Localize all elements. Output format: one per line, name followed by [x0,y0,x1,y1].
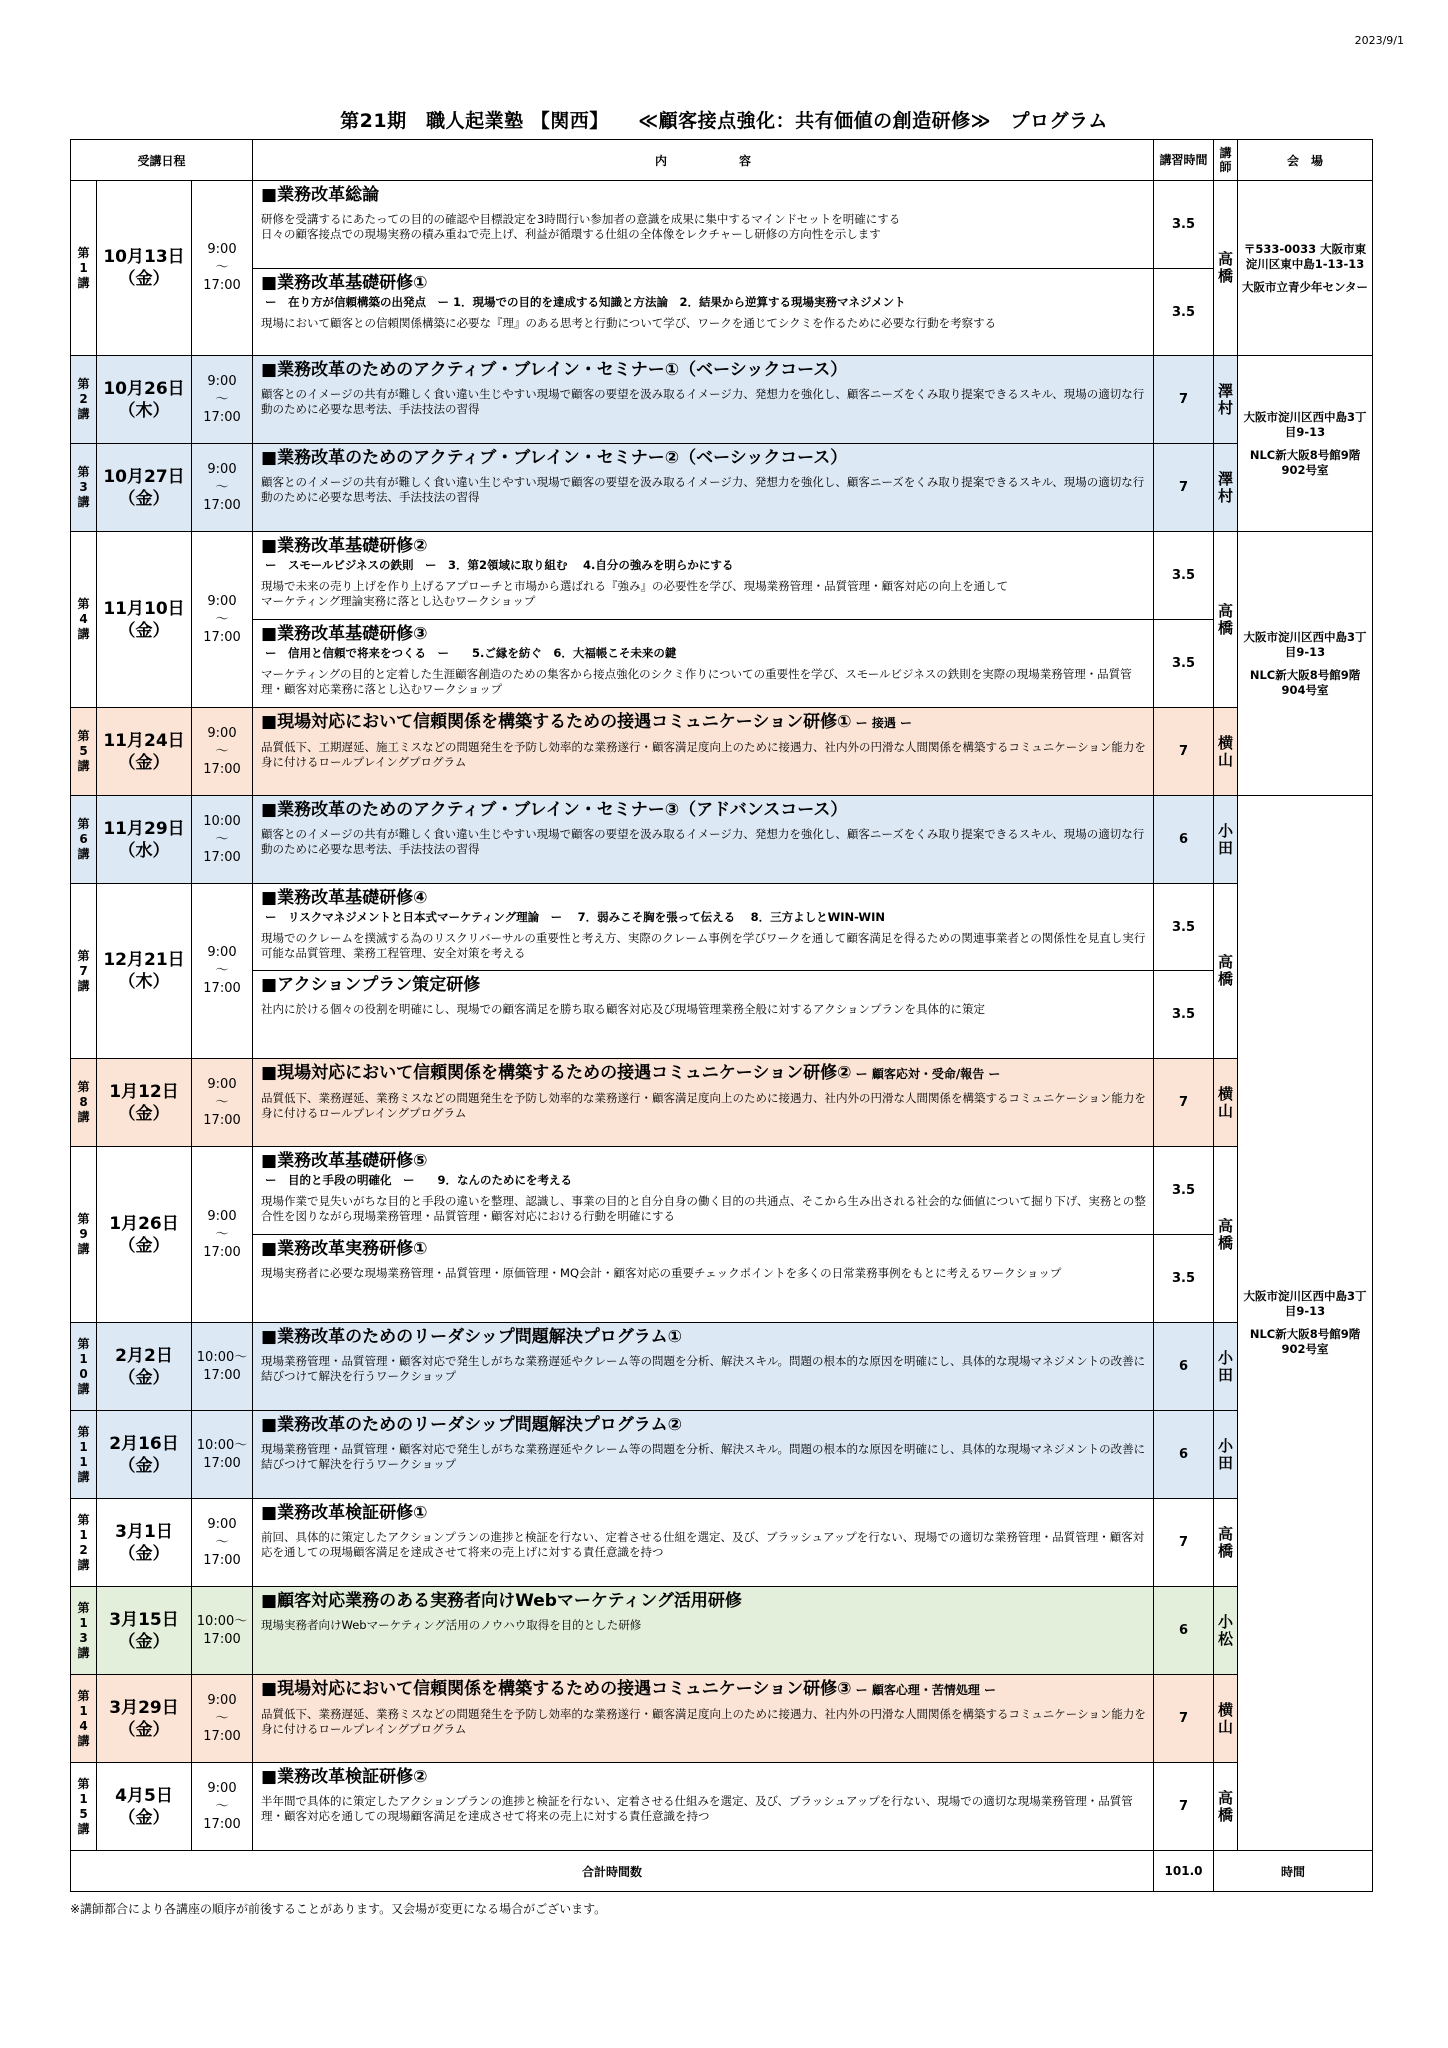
lecture-number: 第 1 5 講 [71,1763,97,1851]
lecture-content [253,181,1154,269]
instructor: 小 田 [1214,1411,1238,1499]
total-unit: 時間 [1214,1851,1373,1892]
lecture-content [253,1147,1154,1235]
course-title [261,1327,1147,1348]
lecture-content [253,532,1154,620]
lecture-date [97,1323,192,1411]
course-title [261,624,1147,645]
lecture-row [71,1411,1373,1499]
lecture-number: 第 1 2 講 [71,1499,97,1587]
lecture-time: 9:00 ～ 17:00 [192,1147,253,1323]
date-text: 11月29日 [103,818,185,839]
lecture-row [71,1235,1373,1323]
course-topics: ー 目的と手段の明確化 ー 9．なんのためにを考える [265,1173,573,1187]
course-title-text: ■業務改革実務研修① [261,1239,428,1259]
weekday-text: （金） [118,1367,170,1388]
course-title-text: ■業務改革のためのリーダシップ問題解決プログラム② [261,1415,682,1435]
course-title [261,975,1147,996]
course-description: 現場で未来の売り上げを作り上げるアプローチと市場から選ばれる『強み』の必要性を学び、現場業務管理・品質管理・顧客対応の向上を通して マーケティング理論実務に落とし込むワークショップ [261,579,1009,608]
lecture-row [71,1147,1373,1235]
lecture-number: 第 4 講 [71,532,97,708]
lecture-date [97,1147,192,1323]
course-hours: 3.5 [1154,1147,1214,1235]
course-hours: 7 [1154,1059,1214,1147]
lecture-time: 9:00 ～ 17:00 [192,1059,253,1147]
course-description: 現場実務者向けWebマーケティング活用のノウハウ取得を目的とした研修 [261,1618,642,1632]
lecture-row [71,1499,1373,1587]
course-title-text: ■業務改革基礎研修② [261,536,428,556]
weekday-text: （水） [118,840,170,861]
course-title-text: ■現場対応において信頼関係を構築するための接遇コミュニケーション研修① [261,712,852,732]
program-table [70,139,1373,1892]
instructor: 横 山 [1214,1675,1238,1763]
course-topics: ー リスクマネジメントと日本式マーケティング理論 ー 7．弱みこそ胸を張って伝える 8．三方よしとWIN-WIN [265,910,886,924]
course-description: 現場において顧客との信頼関係構築に必要な『理』のある思考と行動について学び、ワークを通じてシクミを作るために必要な行動を考察する [261,316,997,330]
course-title [261,536,1147,557]
venue-line: 大阪市立青少年センター [1242,279,1369,294]
weekday-text: （金） [118,1807,170,1828]
course-title [261,712,1147,734]
lecture-time: 10:00～ 17:00 [192,1587,253,1675]
date-text: 11月10日 [103,598,185,619]
date-text: 2月2日 [115,1345,173,1366]
course-title [261,800,1147,821]
course-title [261,1415,1147,1436]
lecture-row [71,620,1373,708]
date-text: 10月27日 [103,466,185,487]
lecture-time: 9:00 ～ 17:00 [192,1675,253,1763]
lecture-content [253,1323,1154,1411]
lecture-number: 第 7 講 [71,884,97,1059]
weekday-text: （金） [118,1631,170,1652]
course-title-text: ■業務改革のためのアクティブ・ブレイン・セミナー①（ベーシックコース） [261,360,848,380]
course-hours: 6 [1154,1411,1214,1499]
course-description: 現場実務者に必要な現場業務管理・品質管理・原価管理・MQ会計・顧客対応の重要チェックポイントを多くの日常業務事例をもとに考えるワークショップ [261,1266,1062,1280]
date-text: 2月16日 [109,1433,179,1454]
lecture-content [253,884,1154,971]
course-description: 社内に於ける個々の役割を明確にし、現場での顧客満足を勝ち取る顧客対応及び現場管理業務全般に対するアクションプランを具体的に策定 [261,1002,985,1016]
lecture-time: 9:00 ～ 17:00 [192,1499,253,1587]
lecture-row [71,1323,1373,1411]
lecture-number: 第 1 3 講 [71,1587,97,1675]
course-title-text: ■業務改革基礎研修① [261,273,428,293]
instructor: 横 山 [1214,1059,1238,1147]
venue [1238,181,1373,356]
date-text: 10月13日 [103,247,185,267]
lecture-row [71,181,1373,269]
venue [1238,796,1373,1851]
date-text: 3月15日 [109,1609,179,1630]
lecture-row [71,796,1373,884]
lecture-row [71,1675,1373,1763]
lecture-content [253,1059,1154,1147]
course-description: 現場業務管理・品質管理・顧客対応で発生しがちな業務遅延やクレーム等の問題を分析、解決スキル。問題の根本的な原因を明確にし、具体的な現場マネジメントの改善に結びつけて解決を行うワークショップ [261,1354,1146,1383]
course-description: 現場でのクレームを撲滅する為のリスクリバーサルの重要性と考え方、実際のクレーム事例を学びワークを通して顧客満足を得るための関連事業者との関係性を見直し実行可能な品質管理、業務工程管理、安全対策を考える [261,931,1146,960]
lecture-time: 9:00 ～ 17:00 [192,708,253,796]
lecture-row [71,1763,1373,1851]
header-instructor: 講師 [1214,140,1238,181]
lecture-date [97,532,192,708]
weekday-text: （金） [118,752,170,773]
lecture-row [71,708,1373,796]
lecture-number: 第 8 講 [71,1059,97,1147]
lecture-content [253,356,1154,444]
course-title-text: ■業務改革基礎研修③ [261,624,428,644]
lecture-content [253,708,1154,796]
lecture-row [71,444,1373,532]
lecture-time: 10:00 ～ 17:00 [192,796,253,884]
lecture-number: 第 1 0 講 [71,1323,97,1411]
course-hours: 3.5 [1154,1235,1214,1323]
course-title [261,273,1147,294]
instructor: 澤 村 [1214,444,1238,532]
weekday-text: （金） [118,269,170,289]
course-title [261,1239,1147,1260]
course-hours: 3.5 [1154,269,1214,356]
course-title [261,1679,1147,1701]
venue-line: 大阪市淀川区西中島3丁目9-13 [1243,1289,1367,1318]
lecture-time: 9:00 ～ 17:00 [192,884,253,1059]
venue [1238,356,1373,532]
weekday-text: （木） [118,400,170,421]
course-topics: ー 在り方が信頼構築の出発点 ー 1．現場での目的を達成する知識と方法論 2．結果から逆算する現場実務マネジメント [265,295,906,309]
course-title-text: ■業務改革のためのアクティブ・ブレイン・セミナー③（アドバンスコース） [261,800,848,820]
total-row [71,1851,1373,1892]
course-title-text: ■業務改革のためのアクティブ・ブレイン・セミナー②（ベーシックコース） [261,448,848,468]
course-description: 顧客とのイメージの共有が難しく食い違い生じやすい現場で顧客の要望を汲み取るイメージ力、発想力を強化し、顧客ニーズをくみ取り提案できるスキル、現場の適切な行動のために必要な思考法、手法技法の習得 [261,827,1145,856]
instructor: 横 山 [1214,708,1238,796]
date-text: 11月24日 [103,730,185,751]
course-title-text: ■業務改革検証研修① [261,1503,428,1523]
lecture-number: 第 9 講 [71,1147,97,1323]
weekday-text: （金） [118,1103,170,1124]
lecture-content [253,620,1154,708]
lecture-number: 第 6 講 [71,796,97,884]
lecture-date [97,1059,192,1147]
course-description: 品質低下、業務遅延、業務ミスなどの問題発生を予防し効率的な業務遂行・顧客満足度向上のために接遇力、社内外の円滑な人間関係を構築するコミュニケーション能力を身に付けるロールプレイングプログラム [261,1091,1146,1120]
lecture-date [97,796,192,884]
weekday-text: （金） [118,1543,170,1564]
header-venue: 会 場 [1238,140,1373,181]
lecture-number: 第 2 講 [71,356,97,444]
lecture-date [97,356,192,444]
course-tag: ー 顧客心理・苦情処理 ー [851,1683,997,1697]
lecture-date [97,1499,192,1587]
lecture-date [97,1675,192,1763]
date-text: 3月29日 [109,1697,179,1718]
course-description: マーケティングの目的と定着した生涯顧客創造のための集客から接点強化のシクミ作りについての重要性を学び、スモールビジネスの鉄則を実際の現場業務管理・品質管理・顧客対応業務に落とし込むワークショップ [261,667,1132,696]
footnote: ※講師都合により各講座の順序が前後することがあります。又会場が変更になる場合がございます。 [70,1902,607,1916]
lecture-content [253,971,1154,1059]
course-description: 顧客とのイメージの共有が難しく食い違い生じやすい現場で顧客の要望を汲み取るイメージ力、発想力を強化し、顧客ニーズをくみ取り提案できるスキル、現場の適切な行動のために必要な思考法、手法技法の習得 [261,475,1145,504]
lecture-date [97,1587,192,1675]
total-label: 合計時間数 [71,1851,1154,1892]
course-hours: 3.5 [1154,884,1214,971]
course-description: 品質低下、工期遅延、施工ミスなどの問題発生を予防し効率的な業務遂行・顧客満足度向上のために接遇力、社内外の円滑な人間関係を構築するコミュニケーション能力を身に付けるロールプレイングプログラム [261,740,1146,769]
total-hours: 101.0 [1154,1851,1214,1892]
page-title: 第21期 職人起業塾 【関西】 ≪顧客接点強化：共有価値の創造研修≫ プログラム [340,110,1108,132]
lecture-time: 10:00～ 17:00 [192,1411,253,1499]
document-date: 2023/9/1 [1354,34,1404,47]
course-title [261,1063,1147,1085]
course-title-text: ■業務改革のためのリーダシップ問題解決プログラム① [261,1327,682,1347]
course-title-text: ■現場対応において信頼関係を構築するための接遇コミュニケーション研修③ [261,1679,852,1699]
lecture-number: 第 1 4 講 [71,1675,97,1763]
instructor: 小 松 [1214,1587,1238,1675]
course-title [261,360,1147,381]
lecture-content [253,1763,1154,1851]
instructor: 澤 村 [1214,356,1238,444]
lecture-row [71,884,1373,971]
lecture-date [97,181,192,356]
course-title [261,185,1147,206]
lecture-date [97,444,192,532]
instructor: 高 橋 [1214,1147,1238,1323]
course-description: 品質低下、業務遅延、業務ミスなどの問題発生を予防し効率的な業務遂行・顧客満足度向上のために接遇力、社内外の円滑な人間関係を構築するコミュニケーション能力を身に付けるロールプレイングプログラム [261,1707,1146,1736]
lecture-row [71,971,1373,1059]
lecture-content [253,1675,1154,1763]
course-tag: ー 接遇 ー [851,716,913,730]
instructor: 高 橋 [1214,1499,1238,1587]
course-topics: ー スモールビジネスの鉄則 ー 3．第2領域に取り組む 4.自分の強みを明らかにする [265,558,734,572]
course-hours: 7 [1154,1499,1214,1587]
instructor: 小 田 [1214,796,1238,884]
course-title-text: ■業務改革総論 [261,185,380,205]
lecture-time: 9:00 ～ 17:00 [192,356,253,444]
lecture-number: 第 1 1 講 [71,1411,97,1499]
course-tag: ー 顧客応対・受命/報告 ー [851,1067,1001,1081]
instructor: 高 橋 [1214,884,1238,1059]
lecture-row [71,1587,1373,1675]
course-title [261,888,1147,909]
date-text: 4月5日 [115,1785,173,1806]
lecture-content [253,1411,1154,1499]
course-title-text: ■業務改革検証研修② [261,1767,428,1787]
course-description: 現場業務管理・品質管理・顧客対応で発生しがちな業務遅延やクレーム等の問題を分析、解決スキル。問題の根本的な原因を明確にし、具体的な現場マネジメントの改善に結びつけて解決を行うワークショップ [261,1442,1146,1471]
course-title-text: ■業務改革基礎研修④ [261,888,428,908]
course-hours: 7 [1154,1675,1214,1763]
course-title-text: ■アクションプラン策定研修 [261,975,481,995]
course-title-text: ■業務改革基礎研修⑤ [261,1151,428,1171]
course-topics: ー 信用と信頼で将来をつくる ー 5.ご縁を紡ぐ 6．大福帳こそ未来の鍵 [265,646,677,660]
lecture-content [253,796,1154,884]
course-hours: 6 [1154,796,1214,884]
course-hours: 7 [1154,1763,1214,1851]
date-text: 3月1日 [115,1521,173,1542]
lecture-date [97,1411,192,1499]
course-hours: 7 [1154,708,1214,796]
venue-line: 〒533-0033 大阪市東淀川区東中島1-13-13 [1243,241,1367,271]
weekday-text: （金） [118,1235,170,1256]
course-hours: 3.5 [1154,620,1214,708]
course-description: 前回、具体的に策定したアクションプランの進捗と検証を行ない、定着させる仕組を選定、及び、ブラッシュアップを行ない、現場での適切な業務管理・品質管理・顧客対応を通しての現場顧客満足を達成させて将来の売上げに対する責任意識を持つ [261,1530,1145,1559]
venue-line: NLC新大阪8号館9階 904号室 [1249,667,1361,697]
lecture-time: 10:00～ 17:00 [192,1323,253,1411]
lecture-time: 9:00 ～ 17:00 [192,1763,253,1851]
weekday-text: （金） [118,1455,170,1476]
header-hours: 講習時間 [1154,140,1214,181]
lecture-time: 9:00 ～ 17:00 [192,532,253,708]
course-title-text: ■顧客対応業務のある実務者向けWebマーケティング活用研修 [261,1591,742,1611]
instructor: 高 橋 [1214,181,1238,356]
course-hours: 6 [1154,1323,1214,1411]
date-text: 1月12日 [109,1081,179,1102]
lecture-content [253,1499,1154,1587]
lecture-row [71,356,1373,444]
weekday-text: （木） [118,972,170,992]
lecture-number: 第 1 講 [71,181,97,356]
venue [1238,532,1373,796]
course-title-text: ■現場対応において信頼関係を構築するための接遇コミュニケーション研修② [261,1063,852,1083]
header-content: 内 容 [253,140,1154,181]
course-hours: 3.5 [1154,181,1214,269]
lecture-content [253,269,1154,356]
course-hours: 3.5 [1154,971,1214,1059]
course-title [261,1767,1147,1788]
venue-line: NLC新大阪8号館9階 902号室 [1249,1327,1361,1356]
course-description: 半年間で具体的に策定したアクションプランの進捗と検証を行ない、定着させる仕組みを選定、及び、ブラッシュアップを行ない、現場での適切な現場業務管理・品質管理・顧客対応を通しての現場顧客満足を達成させて将来の売上に対する責任意識を持つ [261,1794,1133,1823]
course-title [261,1591,1147,1612]
course-title [261,1503,1147,1524]
lecture-content [253,1587,1154,1675]
date-text: 10月26日 [103,378,185,399]
course-hours: 7 [1154,444,1214,532]
lecture-content [253,444,1154,532]
header-schedule: 受講日程 [71,140,253,181]
venue-line: NLC新大阪8号館9階 902号室 [1249,447,1361,477]
instructor: 高 橋 [1214,1763,1238,1851]
course-hours: 7 [1154,356,1214,444]
lecture-date [97,1763,192,1851]
course-description: 研修を受講するにあたっての目的の確認や目標設定を3時間行い参加者の意識を成果に集中するマインドセットを明確にする 日々の顧客接点での現場実務の積み重ねで売上げ、利益が循環する仕組の全体像をレクチャーし研修の方向性を示します [261,212,901,241]
course-hours: 6 [1154,1587,1214,1675]
venue-line: 大阪市淀川区西中島3丁目9-13 [1243,409,1367,439]
lecture-row [71,269,1373,356]
course-title [261,1151,1147,1172]
lecture-date [97,708,192,796]
table-header [71,140,1373,181]
instructor: 小 田 [1214,1323,1238,1411]
date-text: 1月26日 [109,1213,179,1234]
weekday-text: （金） [118,1719,170,1740]
lecture-time: 9:00 ～ 17:00 [192,181,253,356]
date-text: 12月21日 [103,950,185,970]
lecture-time: 9:00 ～ 17:00 [192,444,253,532]
lecture-row [71,532,1373,620]
lecture-content [253,1235,1154,1323]
lecture-row [71,1059,1373,1147]
lecture-date [97,884,192,1059]
course-description: 顧客とのイメージの共有が難しく食い違い生じやすい現場で顧客の要望を汲み取るイメージ力、発想力を強化し、顧客ニーズをくみ取り提案できるスキル、現場の適切な行動のために必要な思考法、手法技法の習得 [261,387,1145,416]
course-hours: 3.5 [1154,532,1214,620]
course-description: 現場作業で見失いがちな目的と手段の違いを整理、認識し、事業の目的と自分自身の働く目的の共通点、そこから生み出される社会的な価値について掘り下げ、実務との整合性を図りながら現場業務管理・品質管理・顧客対応における行動を明確にする [261,1194,1146,1223]
weekday-text: （金） [118,488,170,509]
weekday-text: （金） [118,620,170,641]
venue-line: 大阪市淀川区西中島3丁目9-13 [1243,629,1367,659]
lecture-number: 第 5 講 [71,708,97,796]
instructor: 高 橋 [1214,532,1238,708]
lecture-number: 第 3 講 [71,444,97,532]
course-title [261,448,1147,469]
